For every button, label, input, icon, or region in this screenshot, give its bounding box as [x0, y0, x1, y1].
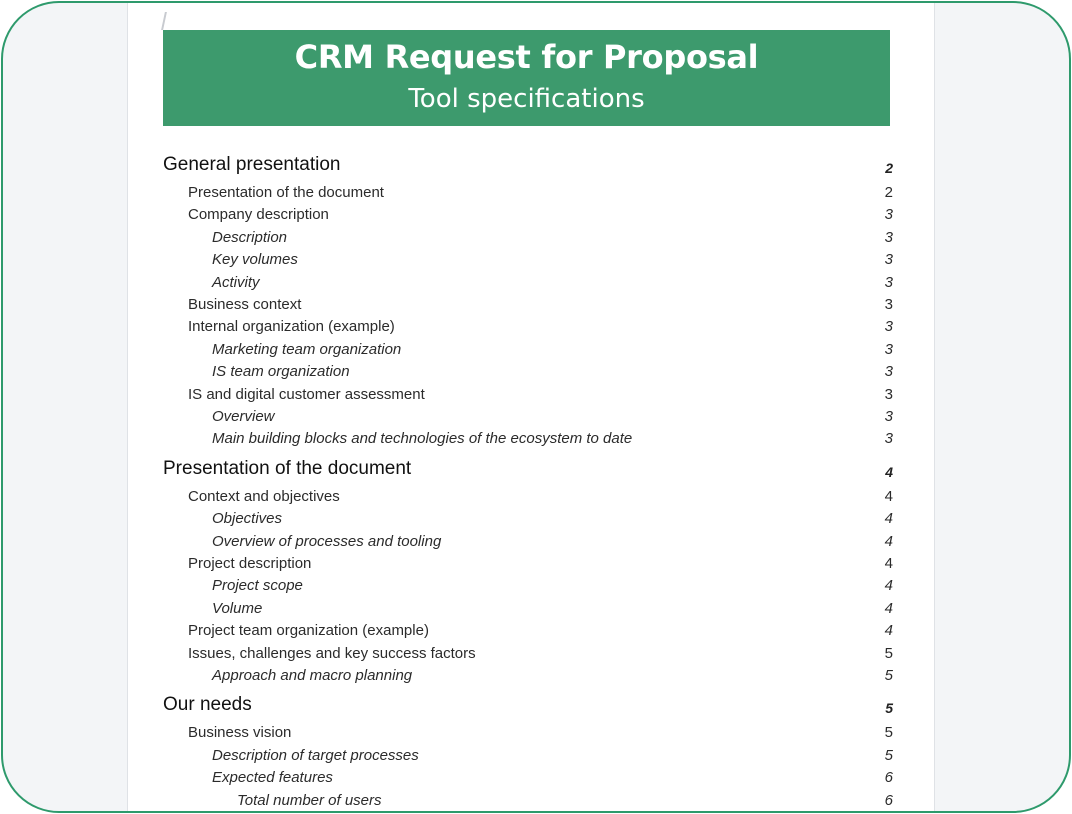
- toc-section-heading[interactable]: [163, 156, 893, 178]
- toc-entry-label: Project description: [188, 555, 312, 572]
- toc-entry[interactable]: [163, 315, 893, 337]
- toc-entry[interactable]: [163, 271, 893, 293]
- toc-entry[interactable]: [163, 642, 893, 664]
- toc-entry[interactable]: [163, 789, 893, 811]
- toc-entry[interactable]: [163, 203, 893, 225]
- toc-entry-page: 4: [885, 463, 893, 480]
- toc-entry[interactable]: [163, 405, 893, 427]
- toc-entry-page: 4: [884, 510, 893, 528]
- toc-entry-label: IS team organization: [212, 363, 350, 381]
- toc-entry-label: Internal organization (example): [188, 318, 395, 336]
- toc-entry-page: 2: [884, 184, 893, 201]
- toc-entry[interactable]: [163, 181, 893, 203]
- toc-entry-page: 3: [884, 363, 893, 381]
- toc-entry-page: 3: [884, 206, 893, 224]
- toc-entry[interactable]: [163, 721, 893, 743]
- toc-entry-label: Project team organization (example): [188, 622, 429, 640]
- toc-entry-label: Total number of users: [237, 791, 382, 809]
- toc-entry-label: Approach and macro planning: [212, 667, 413, 684]
- toc-entry-page: 3: [884, 251, 893, 269]
- toc-entry[interactable]: [163, 485, 893, 507]
- toc-entry-page: 4: [884, 599, 893, 617]
- toc-entry-page: 3: [884, 408, 893, 425]
- toc-entry-label: Expected features: [212, 769, 333, 787]
- toc-entry[interactable]: [163, 552, 893, 574]
- toc-entry-page: 6: [884, 791, 893, 809]
- toc-entry-label: Key volumes: [212, 251, 298, 269]
- toc-entry[interactable]: [163, 507, 893, 529]
- toc-entry-label: Marketing team organization: [212, 340, 402, 358]
- toc-entry[interactable]: [163, 427, 893, 449]
- toc-entry-page: 5: [884, 667, 893, 684]
- toc-entry-page: 4: [884, 622, 893, 640]
- toc-entry-label: Overview of processes and tooling: [212, 532, 442, 550]
- toc-entry-label: Presentation of the document: [188, 184, 384, 201]
- toc-entry-page: 4: [884, 555, 893, 572]
- toc-entry-page: 5: [884, 746, 893, 764]
- toc-entry[interactable]: [163, 744, 893, 766]
- toc-entry-label: IS and digital customer assessment: [188, 385, 425, 403]
- toc-section-heading[interactable]: [163, 457, 893, 482]
- document-title: CRM Request for Proposal: [294, 38, 759, 76]
- toc-entry[interactable]: [163, 530, 893, 552]
- toc-entry[interactable]: [163, 226, 893, 248]
- toc-entry[interactable]: [163, 360, 893, 382]
- toc-entry-label: Our needs: [163, 694, 252, 716]
- toc-entry-page: 3: [884, 273, 893, 291]
- toc-entry[interactable]: [163, 383, 893, 405]
- toc-entry-label: Business context: [188, 296, 302, 313]
- toc-entry[interactable]: [163, 766, 893, 788]
- toc-entry-page: 6: [884, 769, 893, 787]
- toc-entry[interactable]: [163, 248, 893, 270]
- toc-entry-page: 3: [884, 340, 893, 358]
- toc-entry-page: 4: [884, 532, 893, 550]
- toc-entry-label: Objectives: [212, 510, 283, 528]
- toc-entry-page: 4: [884, 577, 893, 595]
- toc-entry-label: Business vision: [188, 724, 292, 742]
- title-banner: [163, 30, 890, 126]
- toc-entry-label: Volume: [212, 599, 263, 617]
- toc-entry[interactable]: [163, 293, 893, 315]
- toc-entry-label: Description: [212, 228, 288, 246]
- toc-entry-label: Overview: [212, 408, 275, 425]
- toc-entry-label: Description of target processes: [212, 746, 419, 764]
- toc-entry-page: 5: [885, 700, 893, 717]
- toc-entry-page: 4: [884, 487, 893, 505]
- toc-entry-page: 2: [885, 160, 893, 176]
- toc-entry-page: 3: [884, 385, 893, 403]
- toc-entry[interactable]: [163, 664, 893, 686]
- toc-entry[interactable]: [163, 574, 893, 596]
- toc-entry-label: Presentation of the document: [163, 457, 412, 479]
- toc-entry-label: Issues, challenges and key success factors: [188, 644, 476, 662]
- toc-entry-page: 3: [884, 228, 893, 246]
- toc-entry-label: Project scope: [212, 577, 303, 595]
- toc-entry-page: 3: [884, 430, 893, 448]
- toc-entry-page: 3: [884, 318, 893, 336]
- toc-entry-page: 5: [884, 724, 893, 742]
- toc-entry-label: Activity: [212, 273, 260, 291]
- toc-entry-page: 5: [884, 644, 893, 662]
- toc-entry[interactable]: [163, 338, 893, 360]
- toc-entry-label: Context and objectives: [188, 487, 340, 505]
- toc-entry[interactable]: [163, 597, 893, 619]
- toc-entry-page: 3: [884, 296, 893, 313]
- document-subtitle: Tool specifications: [408, 84, 645, 114]
- toc-entry-label: Main building blocks and technologies of the ecosystem to date: [212, 430, 633, 448]
- toc-entry-label: Company description: [188, 206, 329, 224]
- toc-entry[interactable]: [163, 619, 893, 641]
- toc-entry-label: General presentation: [163, 154, 341, 175]
- toc-section-heading[interactable]: [163, 696, 893, 718]
